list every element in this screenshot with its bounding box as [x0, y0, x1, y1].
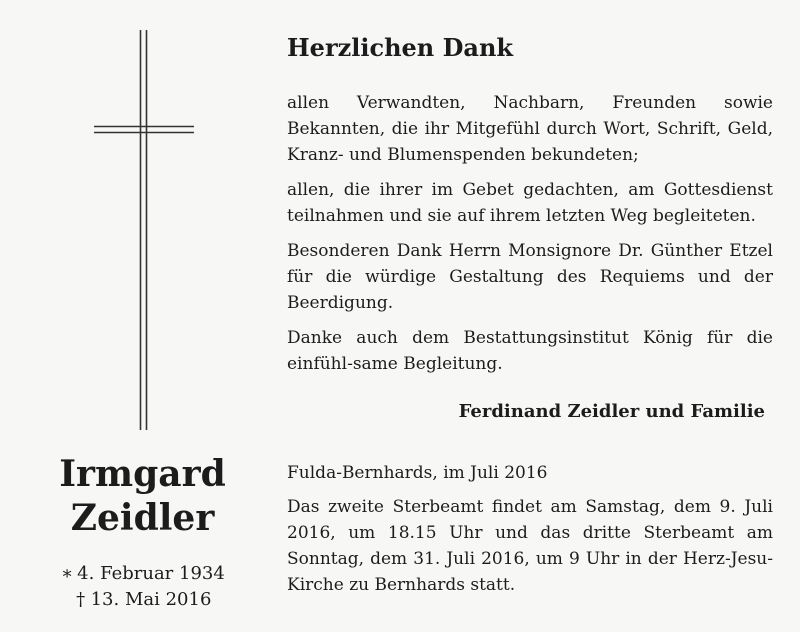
- birth-row: [40, 561, 245, 587]
- place-date: Fulda-Bernhards, im Juli 2016: [287, 463, 548, 483]
- thanks-paragraph-relatives: allen Verwandten, Nachbarn, Freunden sowie Bekannten, die ihr Mitgefühl durch Wort, Schrift, Geld, Kranz- und Blumenspenden bekundeten;: [287, 93, 773, 165]
- birth-date: 4. Februar 1934: [77, 563, 225, 584]
- life-dates: [40, 561, 245, 613]
- death-date: 13. Mai 2016: [90, 589, 212, 610]
- thanks-section: [287, 32, 773, 386]
- deceased-last-name: Zeidler: [70, 497, 215, 539]
- cross-icon: [0, 0, 240, 440]
- deceased-name: [40, 452, 245, 540]
- thanks-heading: Herzlichen Dank: [287, 33, 514, 62]
- signature: Ferdinand Zeidler und Familie: [458, 401, 765, 422]
- deceased-first-name: Irmgard: [59, 453, 226, 495]
- birth-symbol-icon: ∗: [61, 563, 74, 584]
- service-notice: Das zweite Sterbeamt findet am Samstag, dem 9. Juli 2016, um 18.15 Uhr und das dritte Sterbeamt am Sonntag, dem 31. Juli 2016, um 9 Uhr in der Herz-Jesu-Kirche zu Bernhards statt.: [287, 497, 773, 595]
- thanks-paragraph-undertaker: Danke auch dem Bestattungsinstitut König für die einfühl-same Begleitung.: [287, 328, 773, 374]
- death-cross-icon: †: [76, 589, 86, 610]
- thanks-paragraph-priest: Besonderen Dank Herrn Monsignore Dr. Günther Etzel für die würdige Gestaltung des Requiems und der Beerdigung.: [287, 241, 773, 313]
- death-row: [40, 587, 245, 613]
- thanks-paragraph-prayer: allen, die ihrer im Gebet gedachten, am Gottesdienst teilnahmen und sie auf ihrem letzten Weg begleiteten.: [287, 180, 773, 226]
